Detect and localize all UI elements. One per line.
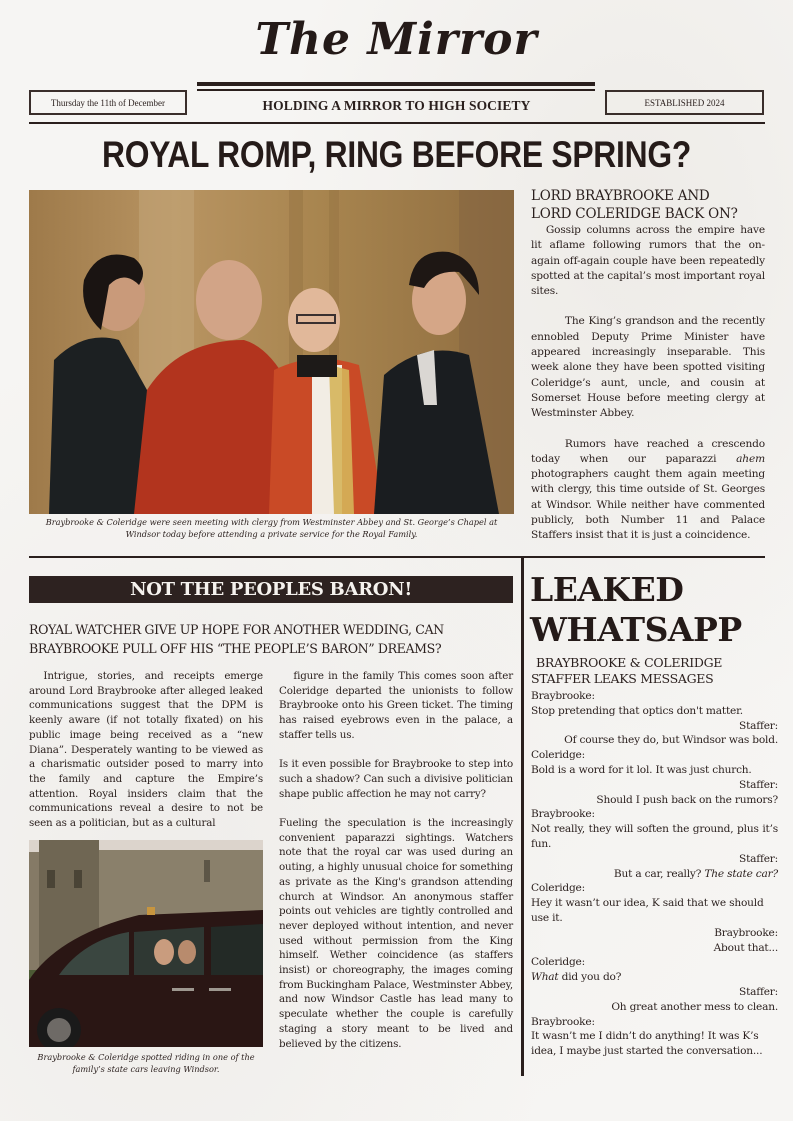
chat-text: Not really, they will soften the ground, plus it’s fun. xyxy=(531,823,778,850)
chat-text xyxy=(531,867,778,882)
lead-paragraph: The King’s grandson and the recently ennobled Deputy Prime Minister have appeared increasingly inseparable. This week alone they have been spotted visiting Coleridge’s aunt, uncle, and cousin at Somerset House before meeting clergy at Westminster Abbey. xyxy=(531,315,765,420)
whatsapp-title xyxy=(530,570,790,650)
section-divider-vertical xyxy=(521,556,524,1076)
lead-photo xyxy=(29,190,514,514)
baron-paragraph: Fueling the speculation is the increasingly convenient paparazzi sightings. Watchers note that the royal car was used during an outing, a highly unusual choice for something as private as the King's grandson attending church at Windsor. An anonymous staffer points out vehicles are tightly controlled and never deployed without intention, and never used without permission from the King himself. Wether coincidence (as staffers insist) or choreography, the images coming from Buckingham Palace, Westminster Abbey, and now Windsor Castle has lead many to speculate whether the couple is carefully staging a story meant to be lived and believed by the citizens. xyxy=(279,817,513,1050)
lead-para3-text-end: photographers caught them again meeting with clergy, this time outside of St. Georges at Windsor. While neither have commented publicly, both Number 11 and Palace Staffers insist that it is just a coincidence. xyxy=(531,468,765,542)
baron-paragraph: figure in the family This comes soon after Coleridge departed the unionists to follow Braybrooke onto his Green ticket. The timing has raised eyebrows even in the palace, a staffer tells us. xyxy=(279,670,513,741)
chat-text-plain: did you do? xyxy=(558,971,622,984)
chat-speaker: Braybrooke: xyxy=(531,808,595,821)
lead-paragraph: Gossip columns across the empire have lit aflame following rumors that the on-again off-again couple have been repeatedly spotted at the capital’s most important royal sites. xyxy=(531,224,765,298)
lead-story-body xyxy=(531,223,765,559)
whatsapp-subtitle-line-1: BRAYBROOKE & COLERIDGE xyxy=(536,655,723,670)
whatsapp-title-line-2: WHATSAPP xyxy=(530,610,742,649)
chat-message xyxy=(531,778,778,808)
chat-speaker: Staffer: xyxy=(739,985,778,998)
chat-message xyxy=(531,881,778,925)
established-box xyxy=(605,90,764,115)
chat-speaker: Braybrooke: xyxy=(531,690,595,702)
car-photo xyxy=(29,840,263,1047)
baron-col-1 xyxy=(29,669,263,846)
chat-message xyxy=(531,985,778,1015)
lead-photo-caption: Braybrooke & Coleridge were seen meeting with clergy from Westminster Abbey and St. George’s Chapel at Windsor today before attending a private service for the Royal Family. xyxy=(45,517,498,539)
baron-paragraph: Is it even possible for Braybrooke to step into such a shadow? Can such a divisive politician shape public affection he may not carry? xyxy=(279,758,513,800)
baron-col-2 xyxy=(279,669,513,1066)
chat-text: Should I push back on the rumors? xyxy=(596,793,778,806)
chat-speaker: Staffer: xyxy=(739,852,778,865)
chat-speaker: Coleridge: xyxy=(531,956,585,969)
chat-message xyxy=(531,852,778,882)
lead-paragraph xyxy=(531,437,765,544)
lead-heading-line-1: LORD BRAYBROOKE AND xyxy=(531,188,710,204)
chat-message xyxy=(531,1015,778,1059)
lead-photo-illustration xyxy=(29,190,514,514)
chat-message xyxy=(531,926,778,956)
chat-speaker: Coleridge: xyxy=(531,749,585,762)
chat-text: Of course they do, but Windsor was bold. xyxy=(564,734,778,747)
main-headline: ROYAL ROMP, RING BEFORE SPRING? xyxy=(101,134,692,175)
chat-text-italic: The state car? xyxy=(704,867,778,880)
lead-para3-text: Rumors have reached a crescendo today when our paparazzi xyxy=(531,437,765,465)
chat-message xyxy=(531,689,778,719)
whatsapp-subtitle-line-2: STAFFER LEAKS MESSAGES xyxy=(531,671,714,686)
chat-message xyxy=(531,955,778,985)
masthead-rule-thick xyxy=(197,82,595,86)
masthead-rule-thin xyxy=(197,89,595,91)
date-box xyxy=(29,90,187,115)
section-divider-horizontal xyxy=(29,556,765,558)
established-label: ESTABLISHED 2024 xyxy=(644,97,725,108)
chat-speaker: Staffer: xyxy=(739,778,778,791)
chat-text: Oh great another mess to clean. xyxy=(611,1000,778,1013)
whatsapp-subtitle xyxy=(531,655,791,687)
baron-banner: NOT THE PEOPLES BARON! xyxy=(29,576,513,603)
chat-transcript xyxy=(531,689,778,1059)
chat-text: Hey it wasn’t our idea, K said that we should use it. xyxy=(531,897,764,924)
chat-text: About that... xyxy=(713,941,778,954)
car-photo-illustration xyxy=(29,840,263,1047)
chat-text-plain: But a car, really? xyxy=(613,867,705,880)
chat-speaker: Braybrooke: xyxy=(714,926,778,939)
chat-text: It wasn’t me I didn’t do anything! It was K’s idea, I maybe just started the conversation... xyxy=(531,1030,763,1058)
tagline: HOLDING A MIRROR TO HIGH SOCIETY xyxy=(262,98,531,113)
chat-speaker: Staffer: xyxy=(739,719,778,732)
chat-speaker: Coleridge: xyxy=(531,882,585,895)
whatsapp-title-line-1: LEAKED xyxy=(530,570,684,609)
lead-story-heading xyxy=(531,187,771,223)
car-photo-caption: Braybrooke & Coleridge spotted riding in one of the family’s state cars leaving Windsor. xyxy=(37,1052,255,1074)
chat-message xyxy=(531,719,778,749)
issue-date: Thursday the 11th of December xyxy=(50,97,166,108)
chat-text: Bold is a word for it lol. It was just church. xyxy=(531,763,752,776)
chat-text-italic: What xyxy=(531,971,559,984)
baron-paragraph: Intrigue, stories, and receipts emerge around Lord Braybrooke after alleged leaked communications suggest that the DPM is keenly aware (if not totally fixated) on his public image being received as a “new Diana”. Desperately wanting to be viewed as a charismatic outsider posed to marry into the family and capture the Empire’s attention. Royal insiders claim that the communications reveal a desire to not be seen as a politician, but as a cultural xyxy=(29,670,263,830)
chat-text: Stop pretending that optics don't matter. xyxy=(531,704,743,717)
chat-message xyxy=(531,807,778,851)
lead-heading-line-2: LORD COLERIDGE BACK ON? xyxy=(531,206,738,222)
baron-subheading: ROYAL WATCHER GIVE UP HOPE FOR ANOTHER WEDDING, CAN BRAYBROOKE PULL OFF HIS “THE PEOPLE’S BARON” DREAMS? xyxy=(29,622,444,656)
lead-para3-italic: ahem xyxy=(736,452,765,465)
chat-text xyxy=(531,970,778,985)
chat-message xyxy=(531,748,778,778)
chat-speaker: Braybrooke: xyxy=(531,1015,595,1028)
masthead-bottom-rule xyxy=(29,122,765,124)
masthead-title: The Mirror xyxy=(255,14,538,65)
